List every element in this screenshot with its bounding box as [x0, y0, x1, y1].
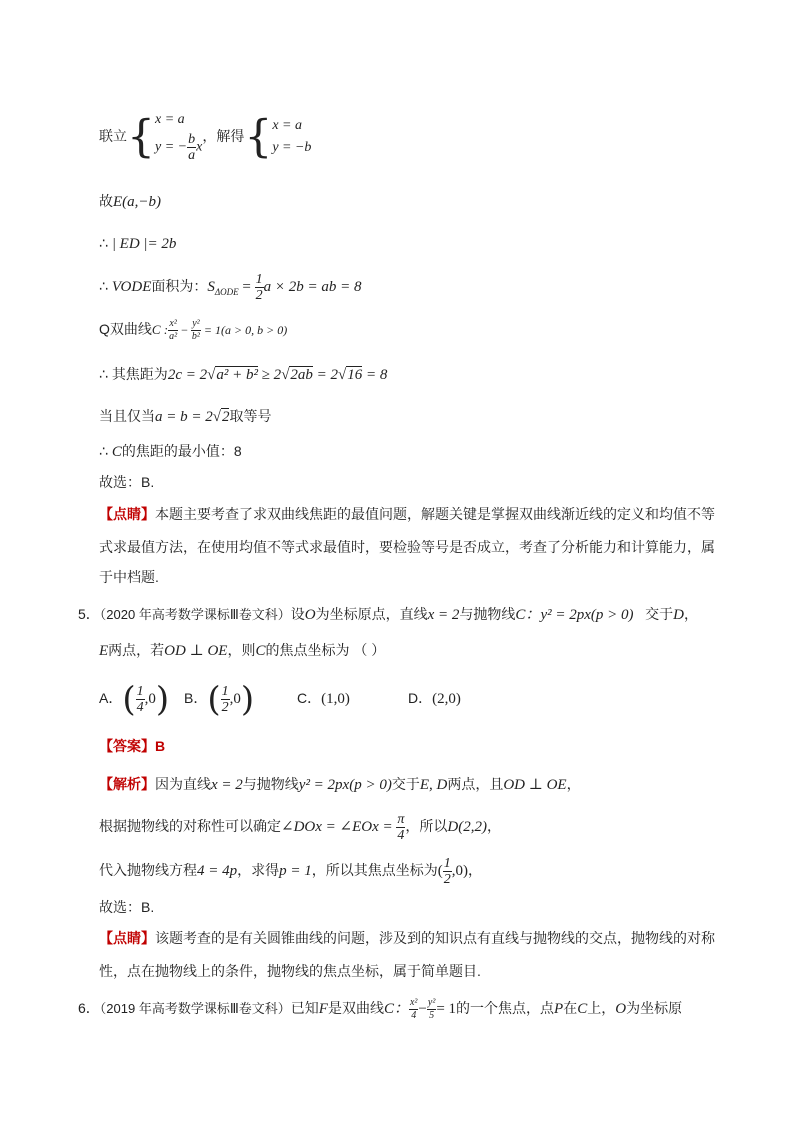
- comment-line-3: 于中档题.: [99, 569, 159, 585]
- comment-5-line-1: 【点睛】该题考查的是有关圆锥曲线的问题，涉及到的知识点有直线与抛物线的交点，抛物线的对称: [99, 930, 715, 946]
- analysis-line-2: 根据抛物线的对称性可以确定∠DOx = ∠EOx = $\frac{\pi}{4}$ ，所以D(2,2)，: [99, 811, 501, 843]
- answer-choice-line-2: 故选：B.: [99, 899, 155, 915]
- hyperbola-def-line: Q双曲线C : $\frac{\text{x²}}{\text{a²}}$ − $\frac{\text{y²}}{\text{b²}}$ = 1(a > 0, b > 0): [99, 317, 288, 342]
- fraction-b-over-a: $\frac{b}{a}$: [188, 131, 196, 163]
- question-5-line-1: 5．（2020 年高考数学课标Ⅲ卷文科）设O为坐标原点，直线x = 2与抛物线C：y² = 2px(p > 0) 交于D，: [78, 606, 698, 623]
- area-line: ∴ VODE面积为：$S_{\Delta ODE}$ = $\frac{1}{2}$ a × 2b = ab = 8: [99, 271, 362, 303]
- answer-choice-line: 故选：B.: [99, 474, 155, 490]
- comment-tag: 【点睛】: [99, 506, 155, 522]
- comment-line-1: 【点睛】本题主要考查了求双曲线焦距的最值问题，解题关键是掌握双曲线渐近线的定义和均值不等: [99, 506, 715, 522]
- equality-condition-line: 当且仅当a = b = 2√2取等号: [99, 408, 272, 425]
- system-solution-line: [99, 106, 311, 166]
- focal-distance-line: ∴ 其焦距为2c = 2√a² + b² ≥ 2√2ab = 2√16 = 8: [99, 366, 388, 383]
- option-a[interactable]: A．( $\frac{1}{4}$ ,0): [99, 679, 170, 720]
- comment-line-2: 式求最值方法，在使用均值不等式求最值时，要检验等号是否成立，考查了分析能力和计算能力，属: [99, 539, 715, 555]
- option-c[interactable]: C．(1,0): [297, 690, 350, 707]
- equation-system-2: x = a y = −b: [272, 118, 312, 156]
- text-jiede: ，解得: [202, 128, 245, 144]
- question-6-line-1: 6．（2019 年高考数学课标Ⅲ卷文科）已知F是双曲线C： $\frac{\text{x²}}{4}$ − $\frac{\text{y²}}{5}$ = 1的一个焦点，点P在C上，O为坐标原: [78, 996, 683, 1021]
- comment-5-line-2: 性，点在抛物线上的条件，抛物线的焦点坐标，属于简单题目.: [99, 963, 481, 979]
- fraction-one-half: $\frac{1}{2}$: [255, 271, 263, 303]
- question-5-line-2: E两点，若OD ⊥ OE，则C的焦点坐标为 （ ）: [99, 642, 386, 659]
- analysis-line-1: 【解析】因为直线x = 2与抛物线y² = 2px(p > 0)交于E, D两点，且OD ⊥ OE，: [99, 776, 581, 793]
- answer-line: 【答案】B: [99, 738, 166, 754]
- minimum-value-line: ∴ C的焦距的最小值：8: [99, 443, 242, 460]
- text-lianli: 联立: [99, 128, 127, 144]
- left-brace: {: [127, 111, 155, 163]
- ed-length-line: ∴ | ED |= 2b: [99, 235, 177, 252]
- option-d[interactable]: D．(2,0): [408, 690, 461, 707]
- equation-system-1: x = a y = − $\frac{b}{a}$ x: [155, 111, 203, 163]
- option-b[interactable]: B．( $\frac{1}{2}$ ,0): [184, 679, 255, 720]
- point-e-line: 故E(a,−b): [99, 193, 162, 210]
- analysis-line-3: 代入抛物线方程4 = 4p，求得p = 1，所以其焦点坐标为( $\frac{1}{2}$ ,0)，: [99, 855, 482, 887]
- left-brace-2: {: [244, 111, 273, 163]
